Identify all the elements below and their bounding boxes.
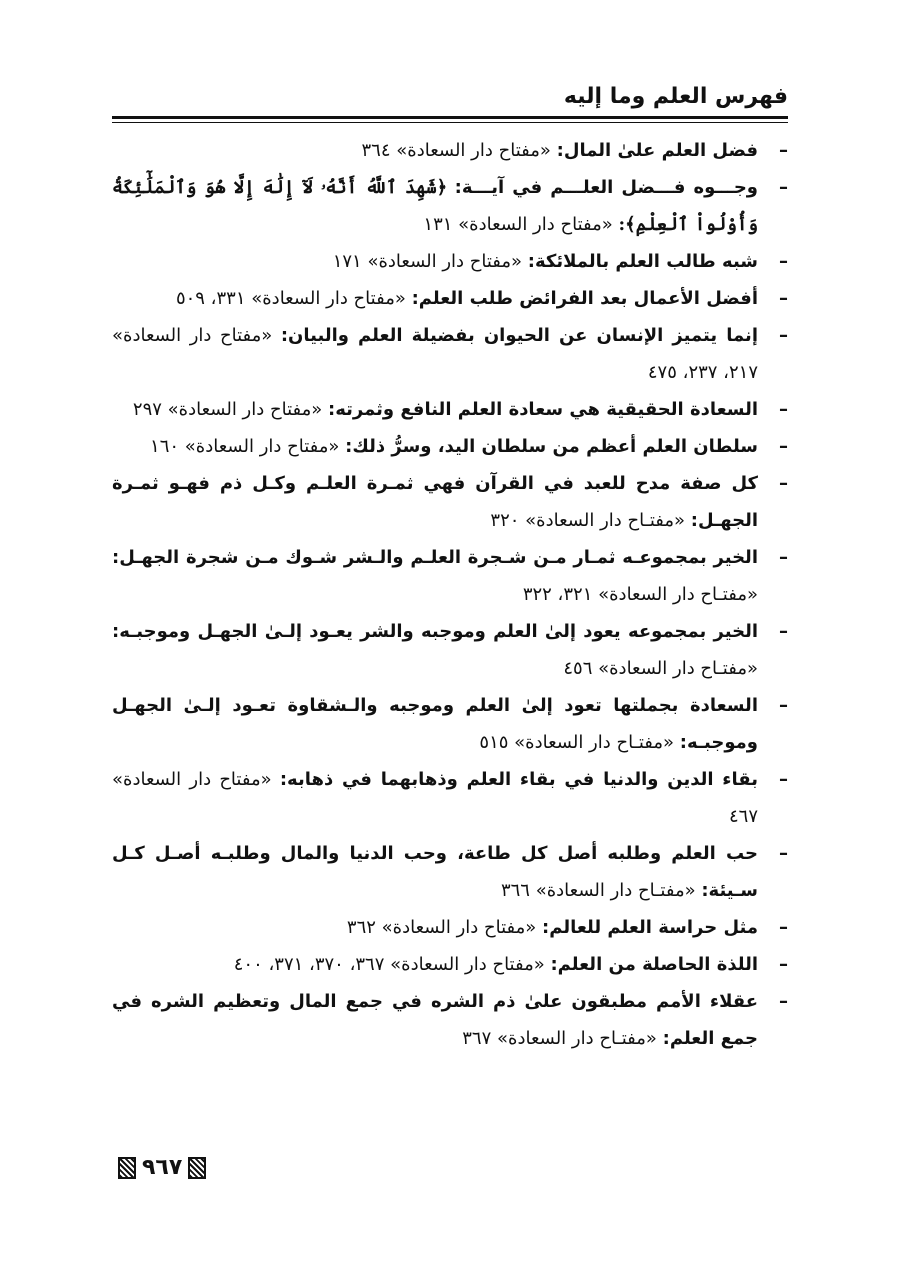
entry-dash: – (779, 140, 788, 161)
entry-reference: «مفتاح دار السعادة» (167, 399, 323, 420)
page-header (112, 78, 788, 124)
entry-dash: – (779, 621, 788, 642)
index-entry (112, 243, 788, 280)
running-title: فهرس العلم وما إليه (563, 84, 788, 109)
entry-dash: – (779, 843, 788, 864)
entry-title: وجـــوه فـــضل العلـــم في آيـــة: (454, 177, 758, 198)
entry-pages: ٢١٧، ٢٣٧، ٤٧٥ (647, 362, 758, 383)
index-entry (112, 169, 788, 243)
entry-title: شبه طالب العلم بالملائكة: (527, 251, 758, 272)
entry-reference: «مفتـاح دار السعادة» (598, 658, 758, 679)
entry-reference: «مفتاح دار السعادة» (367, 251, 523, 272)
entry-dash: – (779, 954, 788, 975)
entry-title: الخير بمجموعـه ثمـار مـن شـجرة العلـم والـشر شـوك مـن شجرة الجهـل: (112, 547, 758, 568)
index-entry (112, 317, 788, 391)
entry-pages: ٤٦٧ (728, 806, 758, 827)
entry-pages: ٥١٥ (479, 732, 509, 753)
entry-title: عقلاء الأمم مطبقون علىٰ ذم الشره في جمع المال وتعظيم الشره في جمع العلم: (112, 991, 758, 1049)
entry-title: فضل العلم علىٰ المال: (556, 140, 758, 161)
index-entry (112, 909, 788, 946)
entry-pages: ٣٢١، ٣٢٢ (522, 584, 593, 605)
entry-pages: ٣٦٧، ٣٧٠، ٣٧١، ٤٠٠ (233, 954, 385, 975)
ornament-icon (118, 1157, 136, 1179)
entry-pages: ٣٦٢ (346, 917, 376, 938)
entry-dash: – (779, 695, 788, 716)
entry-pages: ٣٢٠ (490, 510, 520, 531)
page-footer (118, 1156, 206, 1180)
index-entry (112, 613, 788, 687)
index-entry (112, 391, 788, 428)
entry-dash: – (779, 769, 788, 790)
index-entry (112, 132, 788, 169)
index-entry (112, 761, 788, 835)
entry-reference: «مفتـاح دار السعادة» (514, 732, 675, 753)
index-entry (112, 539, 788, 613)
entry-title: حب العلم وطلبه أصل كل طاعة، وحب الدنيا والمال وطلبـه أصـل كـل سـيئة: (112, 843, 758, 901)
entry-title: السعادة بجملتها تعود إلىٰ العلم وموجبه والـشقاوة تعـود إلـىٰ الجهـل وموجبـه: (112, 695, 758, 753)
entry-reference: «مفتـاح دار السعادة» (525, 510, 686, 531)
entry-dash: – (779, 325, 788, 346)
entry-dash: – (779, 288, 788, 309)
ornament-icon (188, 1157, 206, 1179)
entry-title: مثل حراسة العلم للعالم: (542, 917, 758, 938)
index-entry (112, 465, 788, 539)
entry-title: أفضل الأعمال بعد الفرائض طلب العلم: (411, 288, 758, 309)
entry-pages: ٣٦٤ (361, 140, 391, 161)
entry-dash: – (779, 436, 788, 457)
index-entries (112, 132, 788, 1057)
entry-reference: «مفتـاح دار السعادة» (497, 1028, 657, 1049)
entry-title: الخير بمجموعه يعود إلىٰ العلم وموجبه والشر يعـود إلـىٰ الجهـل وموجبـه: (112, 621, 758, 642)
header-rule-thin (112, 122, 788, 123)
entry-reference: «مفتاح دار السعادة» (381, 917, 537, 938)
entry-dash: – (779, 177, 788, 198)
entry-reference: «مفتاح دار السعادة» (396, 140, 551, 161)
entry-pages: ٣٣١، ٥٠٩ (175, 288, 246, 309)
index-entry (112, 983, 788, 1057)
entry-reference: «مفتاح دار السعادة» (184, 436, 340, 457)
index-entry (112, 280, 788, 317)
header-rule-thick (112, 116, 788, 119)
entry-pages: ١٧١ (332, 251, 362, 272)
index-entry (112, 428, 788, 465)
entry-pages: ٣٦٧ (462, 1028, 492, 1049)
entry-title: السعادة الحقيقية هي سعادة العلم النافع وثمرته: (328, 399, 758, 420)
entry-title: اللذة الحاصلة من العلم: (550, 954, 758, 975)
entry-dash: – (779, 473, 788, 494)
index-entry (112, 946, 788, 983)
entry-reference: «مفتاح دار السعادة» (251, 288, 406, 309)
entry-pages: ٢٩٧ (132, 399, 162, 420)
entry-reference: «مفتـاح دار السعادة» (535, 880, 696, 901)
entry-reference: «مفتاح دار السعادة» (112, 769, 272, 790)
entry-reference: «مفتـاح دار السعادة» (598, 584, 758, 605)
entry-title: بقاء الدين والدنيا في بقاء العلم وذهابهما في ذهابه: (279, 769, 758, 790)
page-number: ٩٦٧ (142, 1155, 183, 1180)
entry-pages: ١٦٠ (150, 436, 180, 457)
entry-reference: «مفتاح دار السعادة» (112, 325, 273, 346)
entry-verse: ﴿شَهِدَ ٱللَّهُ أَنَّهُۥ لَآ إِلَٰهَ إِلَّا هُوَ وَٱلْمَلَٰٓئِكَةُ وَأُوْلُواْ ٱلْعِلْمِ﴾: (112, 177, 758, 235)
index-entry (112, 835, 788, 909)
entry-dash: – (779, 917, 788, 938)
entry-dash: – (779, 399, 788, 420)
entry-title: كل صفة مدح للعبد في القرآن فهي ثمـرة العلـم وكـل ذم فهـو ثمـرة الجهـل: (112, 473, 758, 531)
entry-title: إنما يتميز الإنسان عن الحيوان بفضيلة العلم والبيان: (280, 325, 758, 346)
entry-reference: «مفتاح دار السعادة» (458, 214, 613, 235)
entry-pages: ٤٥٦ (563, 658, 593, 679)
entry-reference: «مفتاح دار السعادة» (390, 954, 545, 975)
entry-pages: ١٣١ (423, 214, 453, 235)
entry-pages: ٣٦٦ (500, 880, 530, 901)
index-entry (112, 687, 788, 761)
entry-dash: – (779, 251, 788, 272)
entry-dash: – (779, 991, 788, 1012)
entry-dash: – (779, 547, 788, 568)
entry-title: سلطان العلم أعظم من سلطان اليد، وسرُّ ذلك: (345, 436, 758, 457)
